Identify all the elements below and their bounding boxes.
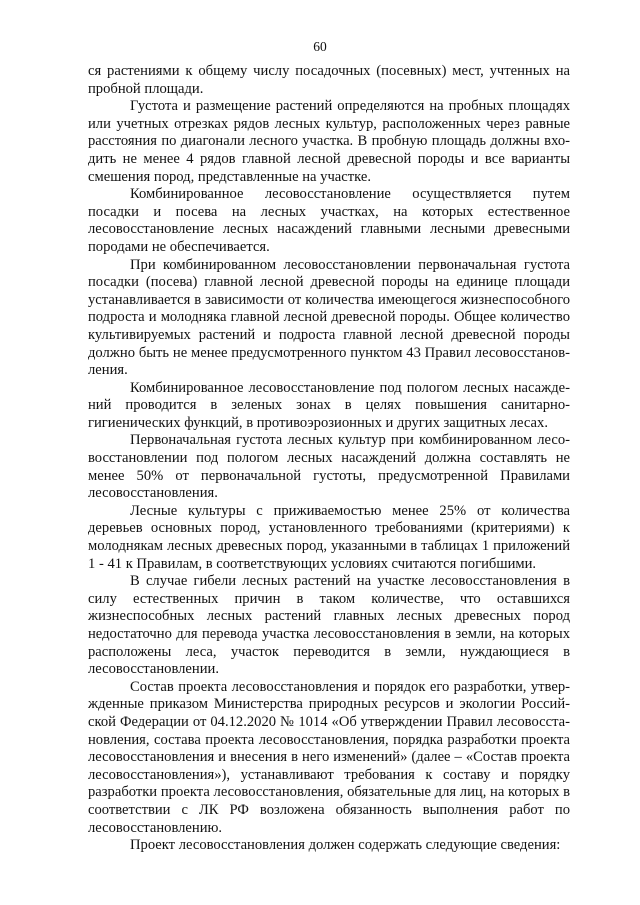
paragraph: При комбинированном лесовосстановлении первоначальная густота посадки (посева) главной лесной древесной породы на единице площади устанавливается в зависимости от количества имеющегося жизнеспособного подроста и молодняка главной лесной древесной породы. Общее количество культивируемых растений и подроста главной лесной древесной породы должно быть не менее предусмотренного пунктом 43 Правил лесовосстановления. bbox=[88, 256, 570, 379]
paragraph: Первоначальная густота лесных культур при комбинированном лесовосстановлении под пологом лесных насаждений должна составлять не менее 50% от первоначальной густоты, предусмотренной Правилами лесовосстановления. bbox=[88, 432, 570, 502]
paragraph: В случае гибели лесных растений на участке лесовосстановления в силу естественных причин в таком количестве, что оставшихся жизнеспособных лесных растений главных лесных древесных пород недостаточно для перевода участка лесовосстановления в земли, на которых расположены леса, участок переводится в земли, нуждающиеся в лесовосстановлении. bbox=[88, 573, 570, 678]
paragraph: Густота и размещение растений определяются на пробных площадях или учетных отрезках рядов лесных культур, расположенных через равные расстояния по диагонали лесного участка. В пробную площадь должны входить не менее 4 рядов главной лесной древесной породы и все варианты смешения пород, представленные на участке. bbox=[88, 98, 570, 185]
paragraph: Состав проекта лесовосстановления и порядок его разработки, утвержденные приказом Министерства природных ресурсов и экологии Российской Федерации от 04.12.2020 № 1014 «Об утверждении Правил лесовосстановления, состава проекта лесовосстановления, порядка разработки проекта лесовосстановления и внесения в него изменений» (далее – «Состав проекта лесовосстановления»), устанавливают требования к составу и порядку разработки проекта лесовосстановления, обязательные для лиц, на которых в соответствии с ЛК РФ возложена обязанность выполнения работ по лесовосстановлению. bbox=[88, 678, 570, 836]
page-number: 60 bbox=[313, 39, 327, 54]
paragraph: ся растениями к общему числу посадочных (посевных) мест, учтенных на пробной площади. bbox=[88, 63, 570, 97]
body-text bbox=[88, 63, 570, 855]
paragraph: Проект лесовосстановления должен содержать следующие сведения: bbox=[130, 837, 561, 854]
paragraph: Комбинированное лесовосстановление осуществляется путем посадки и посева на лесных участках, на которых естественное лесовосстановление лесных насаждений главными лесными древесными породами не обеспечивается. bbox=[88, 186, 570, 255]
paragraph: Комбинированное лесовосстановление под пологом лесных насаждений проводится в зеленых зонах в целях повышения санитарно-гигиенических функций, в противоэрозионных и других защитных лесах. bbox=[88, 379, 570, 431]
paragraph: Лесные культуры с приживаемостью менее 25% от количества деревьев основных пород, установленного требованиями (критериями) к молоднякам лесных древесных пород, указанными в таблицах 1 приложений 1 - 41 к Правилам, в соответствующих условиях считаются погибшими. bbox=[88, 502, 570, 572]
